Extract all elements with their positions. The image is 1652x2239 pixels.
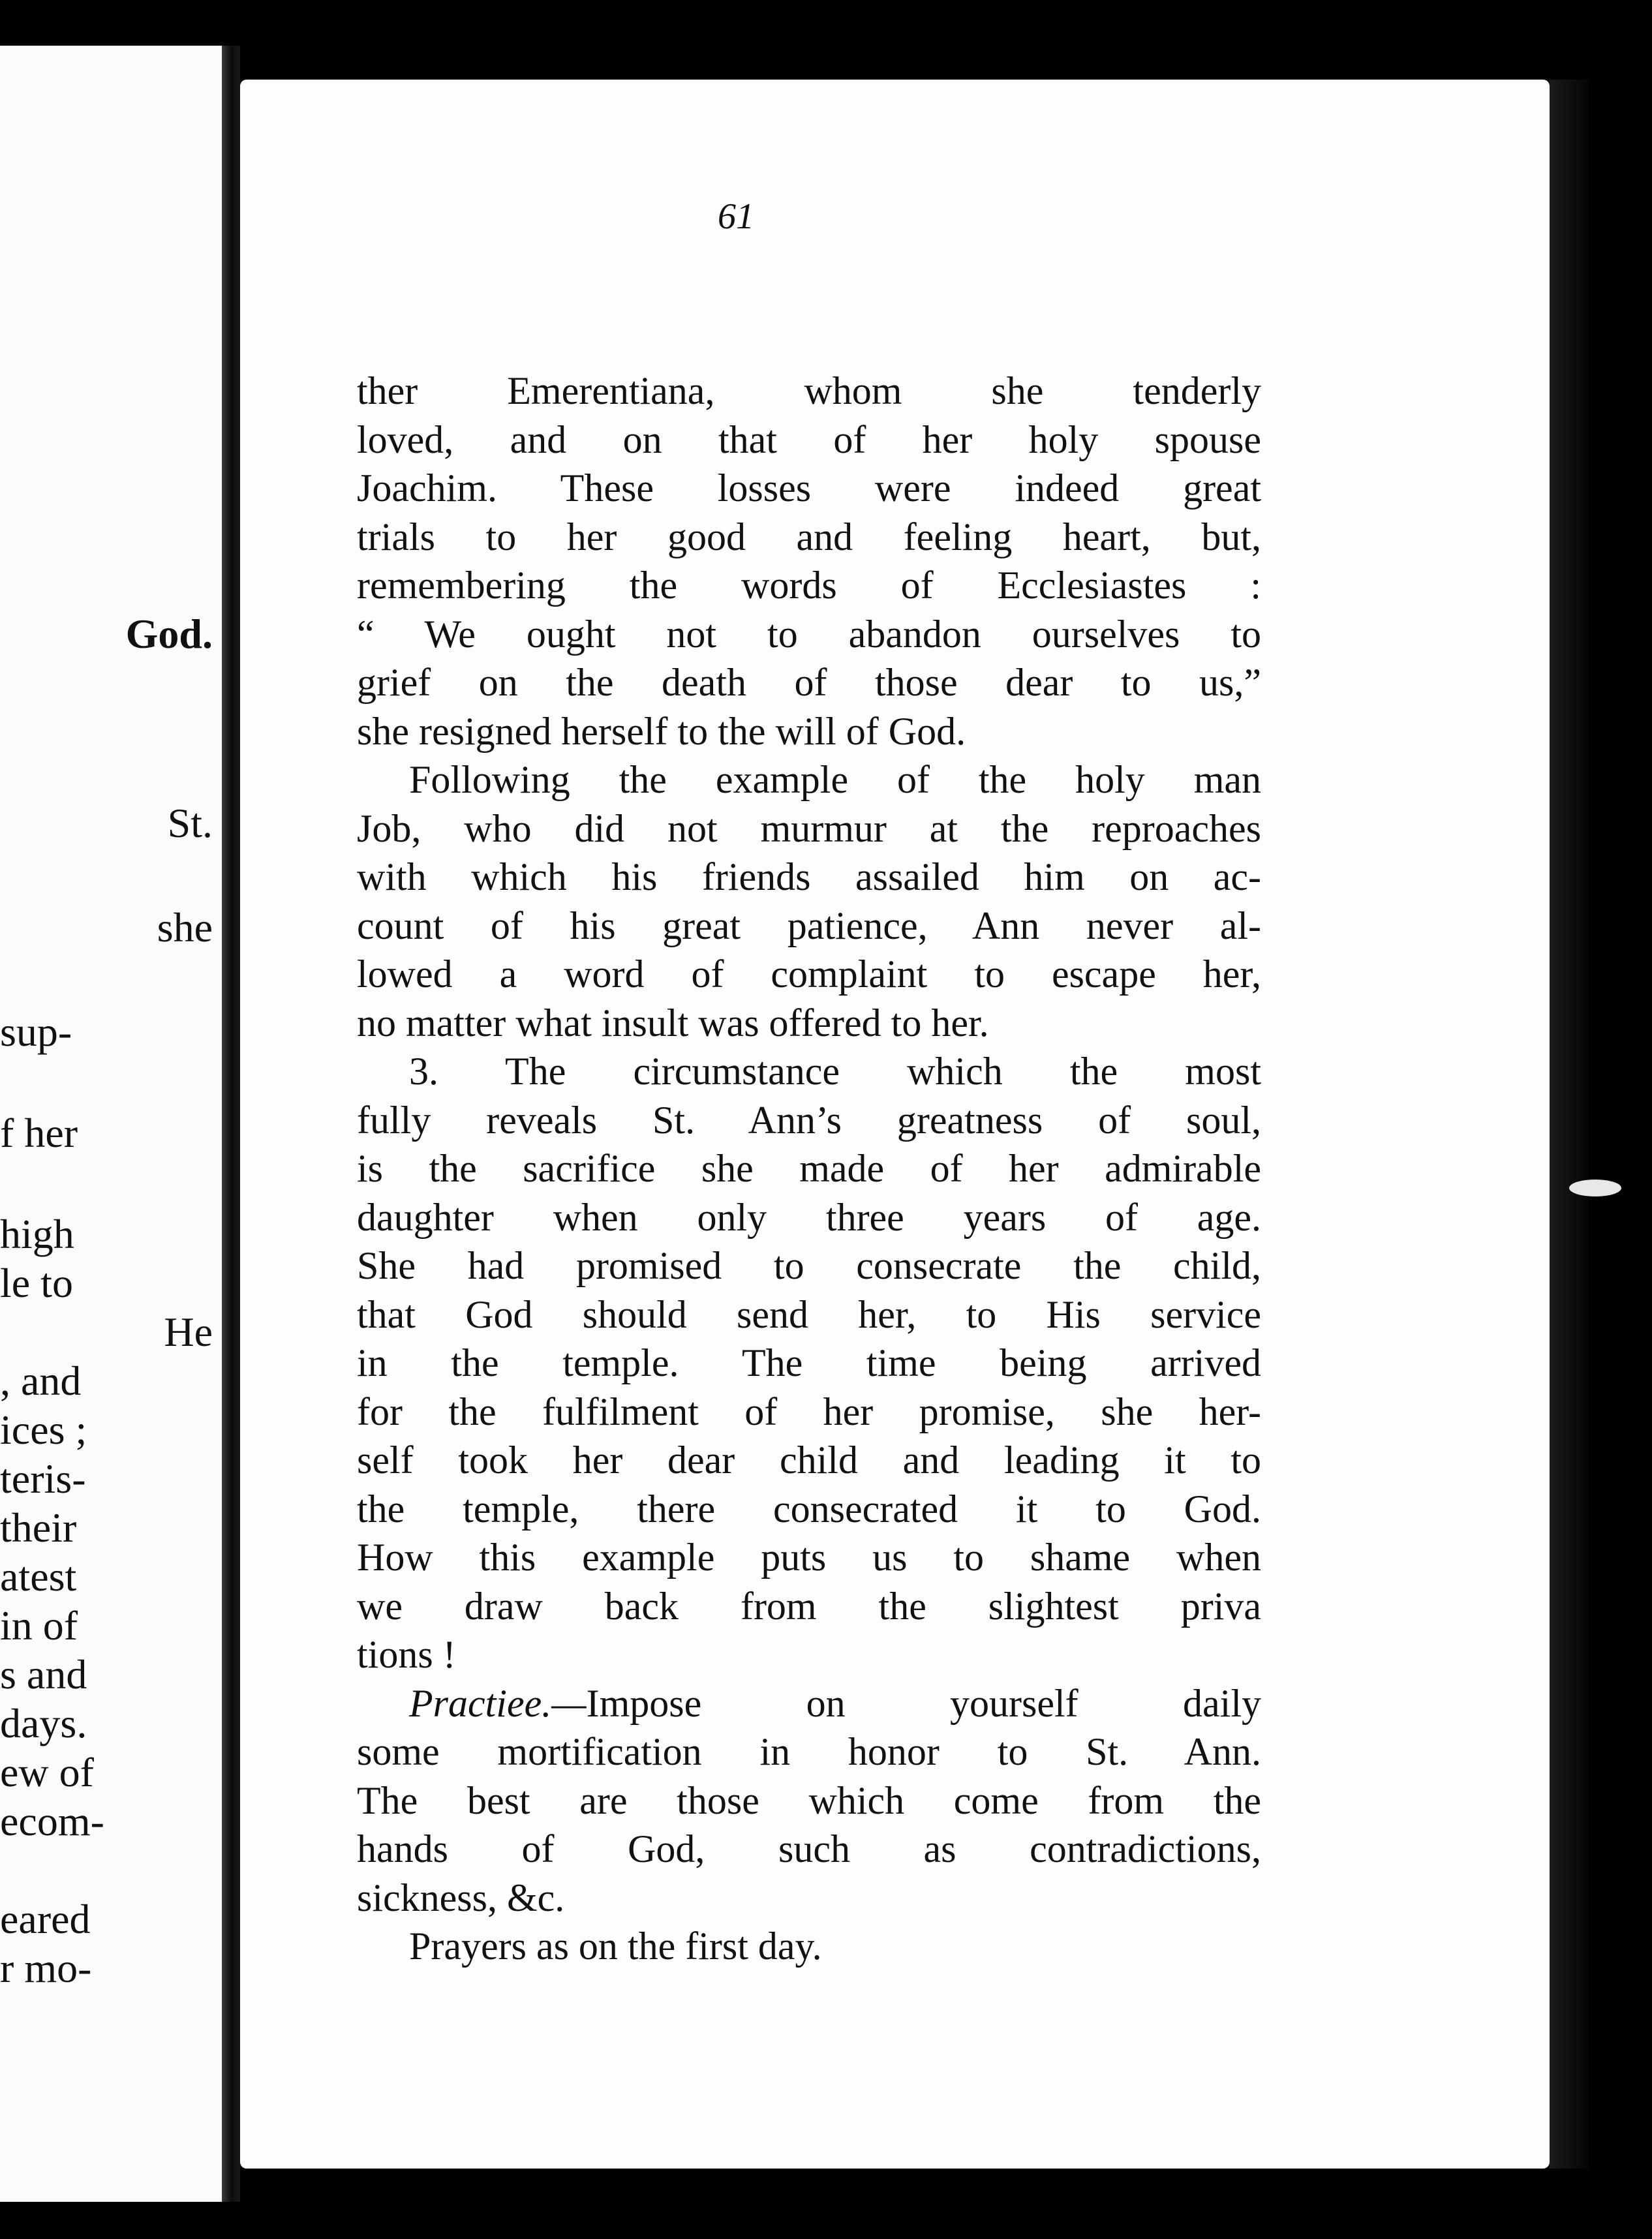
text-line: loved, and on that of her holy spouse xyxy=(357,418,1261,461)
left-fragment: He xyxy=(164,1309,213,1355)
right-book-page xyxy=(240,80,1550,2169)
left-fragment: high xyxy=(0,1211,74,1257)
text-line: The best are those which come from the xyxy=(357,1778,1261,1822)
text-line: 3. The circumstance which the most xyxy=(409,1050,1261,1093)
text-line: no matter what insult was offered to her. xyxy=(357,1001,989,1044)
text-line: lowed a word of complaint to escape her, xyxy=(357,952,1261,996)
text-line: ther Emerentiana, whom she tenderly xyxy=(357,369,1261,412)
left-fragment: she xyxy=(157,904,213,951)
text-line: She had promised to consecrate the child, xyxy=(357,1244,1261,1287)
text-line: count of his great patience, Ann never al- xyxy=(357,904,1261,947)
left-fragment: atest xyxy=(0,1553,77,1600)
text-line: some mortification in honor to St. Ann. xyxy=(357,1730,1261,1773)
text-line: is the sacrifice she made of her admirable xyxy=(357,1147,1261,1190)
body-text xyxy=(357,367,1261,1971)
text-line: she resigned herself to the will of God. xyxy=(357,709,966,753)
text-line: sickness, &c. xyxy=(357,1876,565,1919)
left-fragment: their xyxy=(0,1504,77,1551)
left-fragment: ices ; xyxy=(0,1407,87,1453)
text-line: self took her dear child and leading it to xyxy=(357,1439,1261,1482)
paper-speck xyxy=(1569,1180,1621,1196)
left-fragment: eared xyxy=(0,1896,91,1942)
left-fragment: in of xyxy=(0,1602,78,1649)
left-fragment: God. xyxy=(125,611,213,657)
text-line: daughter when only three years of age. xyxy=(357,1195,1261,1239)
left-fragment: ew of xyxy=(0,1749,94,1795)
text-line: fully reveals St. Ann’s greatness of soul, xyxy=(357,1098,1261,1142)
left-fragment: ecom- xyxy=(0,1798,104,1844)
left-fragment: days. xyxy=(0,1700,87,1746)
text-line: trials to her good and feeling heart, but, xyxy=(357,515,1261,558)
left-fragment: f her xyxy=(0,1110,78,1156)
page-edge-shadow xyxy=(1550,80,1589,2169)
text-line: tions ! xyxy=(357,1633,456,1676)
left-fragment: sup- xyxy=(0,1009,72,1055)
left-fragment: s and xyxy=(0,1651,87,1698)
text-line: Prayers as on the first day. xyxy=(409,1925,822,1968)
text-line: Joachim. These losses were indeed great xyxy=(357,466,1261,510)
text-line: How this example puts us to shame when xyxy=(357,1536,1261,1579)
text-line: “ We ought not to abandon ourselves to xyxy=(357,612,1261,656)
text-line: remembering the words of Ecclesiastes : xyxy=(357,564,1261,607)
text-line: that God should send her, to His service xyxy=(357,1292,1261,1336)
practice-text: Impose on yourself daily xyxy=(586,1681,1261,1725)
text-line: Following the example of the holy man xyxy=(409,758,1261,801)
text-line: the temple, there consecrated it to God. xyxy=(357,1487,1261,1531)
left-fragment: r mo- xyxy=(0,1945,92,1991)
text-line: Job, who did not murmur at the reproaches xyxy=(357,806,1261,850)
left-fragment: le to xyxy=(0,1260,73,1306)
text-line: we draw back from the slightest priva xyxy=(357,1584,1261,1628)
book-gutter xyxy=(222,46,240,2202)
text-line: hands of God, such as contradictions, xyxy=(357,1827,1261,1870)
left-fragment: , and xyxy=(0,1358,82,1404)
left-fragment: St. xyxy=(167,800,213,846)
practice-line xyxy=(357,1679,1261,1728)
text-line: for the fulfilment of her promise, she her- xyxy=(357,1390,1261,1433)
left-facing-page xyxy=(0,46,222,2202)
text-line: in the temple. The time being arrived xyxy=(357,1341,1261,1384)
text-line: grief on the death of those dear to us,” xyxy=(357,661,1261,704)
practice-label: Practiee.— xyxy=(409,1681,587,1725)
left-fragment: teris- xyxy=(0,1455,86,1502)
text-line: with which his friends assailed him on ac- xyxy=(357,855,1261,898)
page-number: 61 xyxy=(718,196,754,237)
